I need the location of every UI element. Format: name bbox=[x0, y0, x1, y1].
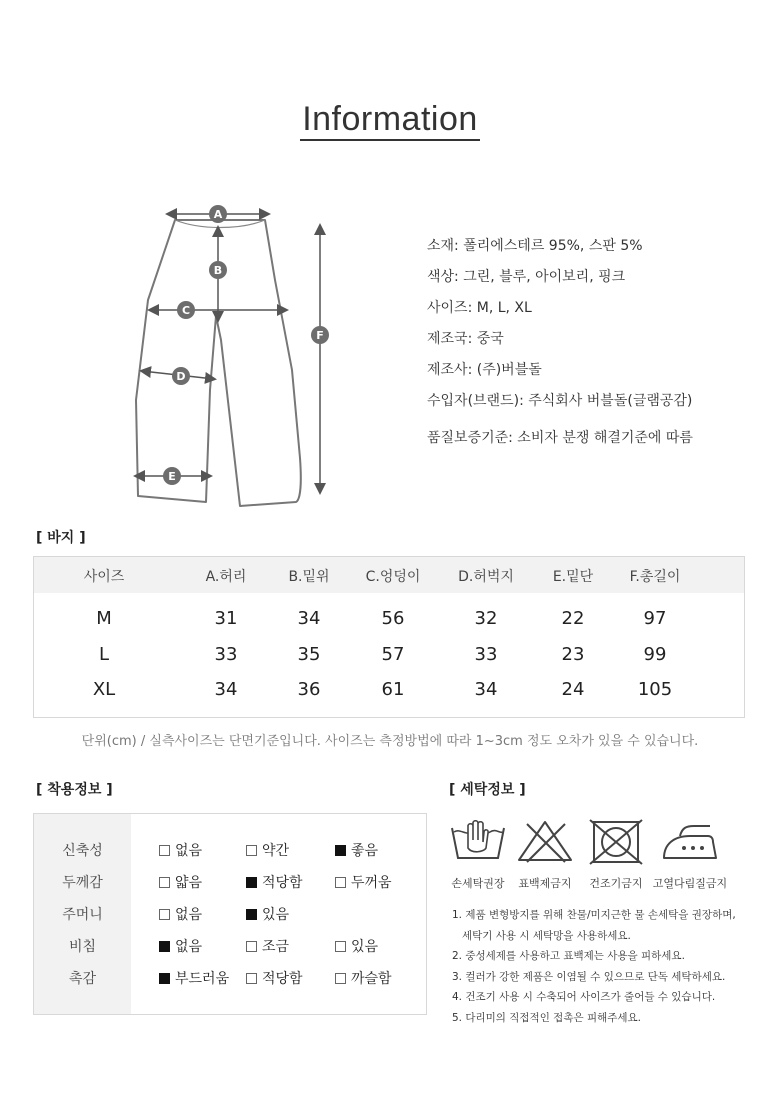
spec-manufacturer: 제조사: (주)버블돌 bbox=[427, 362, 542, 378]
page-title: Information bbox=[0, 100, 780, 139]
checkbox-checked bbox=[335, 845, 346, 856]
checkbox-checked bbox=[159, 941, 170, 952]
size-table-header bbox=[34, 557, 744, 593]
header-hem: E.밑단 bbox=[552, 569, 594, 585]
wash-note: 3. 컬러가 강한 제품은 이염될 수 있으므로 단독 세탁하세요. bbox=[452, 970, 726, 983]
checkbox bbox=[159, 877, 170, 888]
marker-c bbox=[177, 301, 195, 319]
product-specs bbox=[427, 236, 693, 459]
option-moderate: 적당함 bbox=[246, 872, 303, 892]
wear-row-pocket: 주머니 없음 있음 bbox=[34, 898, 426, 930]
option-little: 조금 bbox=[246, 936, 289, 956]
wear-section-label: [ 착용정보 ] bbox=[36, 782, 113, 798]
wear-row-texture: 촉감 부드러움 적당함 까슬함 bbox=[34, 962, 426, 994]
spec-size: 사이즈: M, L, XL bbox=[427, 300, 532, 316]
size-section-label: [ 바지 ] bbox=[36, 530, 86, 546]
checkbox bbox=[246, 973, 257, 984]
checkbox bbox=[159, 909, 170, 920]
wash-note: 1. 제품 변형방지를 위해 찬물/미지근한 물 손세탁을 권장하며, bbox=[452, 909, 736, 921]
spec-material: 소재: 폴리에스테르 95%, 스판 5% bbox=[427, 238, 643, 254]
wear-info-table bbox=[33, 813, 427, 1015]
pants-measurement-diagram bbox=[120, 190, 340, 510]
care-label-nodryer: 건조기금지 bbox=[589, 877, 643, 890]
checkbox-checked bbox=[159, 973, 170, 984]
spec-quality: 품질보증기준: 소비자 분쟁 해결기준에 따름 bbox=[427, 430, 693, 446]
svg-text:B: B bbox=[213, 264, 223, 277]
option-rough: 까슬함 bbox=[335, 968, 392, 988]
size-table: 사이즈 A.허리 B.밑위 C.엉덩이 D.허벅지 E.밑단 F.총길이 M 31 34 56 32 22 97 L 33 35 57 33 23 99 XL 34 36 61 34 24 105 bbox=[33, 556, 745, 718]
marker-a bbox=[209, 205, 227, 223]
option-slight: 약간 bbox=[246, 840, 289, 860]
no-tumble-dry-icon bbox=[586, 818, 646, 866]
option-soft: 부드러움 bbox=[159, 968, 229, 988]
svg-text:C: C bbox=[181, 304, 191, 317]
marker-d bbox=[172, 367, 190, 385]
svg-text:E: E bbox=[168, 470, 176, 483]
header-hip: C.엉덩이 bbox=[365, 569, 421, 585]
svg-text:F: F bbox=[316, 329, 324, 342]
wash-note: 2. 중성세제를 사용하고 표백제는 사용을 피하세요. bbox=[452, 950, 685, 962]
option-moderate: 적당함 bbox=[246, 968, 303, 988]
care-label-nobleach: 표백제금지 bbox=[518, 877, 572, 890]
option-yes: 있음 bbox=[246, 904, 289, 924]
care-label-noiron: 고열다림질금지 bbox=[652, 877, 728, 890]
wear-row-thickness: 두께감 얇음 적당함 두꺼움 bbox=[34, 866, 426, 898]
spec-color: 색상: 그린, 블루, 아이보리, 핑크 bbox=[427, 269, 626, 285]
checkbox bbox=[246, 845, 257, 856]
wear-row-stretch: 신축성 없음 약간 좋음 bbox=[34, 834, 426, 866]
svg-text:D: D bbox=[176, 370, 186, 383]
option-good: 좋음 bbox=[335, 840, 378, 860]
checkbox-checked bbox=[246, 909, 257, 920]
checkbox bbox=[335, 941, 346, 952]
size-note: 단위(cm) / 실측사이즈는 단면기준입니다. 사이즈는 측정방법에 따라 1~3cm 정도 오차가 있을 수 있습니다. bbox=[81, 734, 699, 749]
marker-b bbox=[209, 261, 227, 279]
option-thin: 얇음 bbox=[159, 872, 202, 892]
checkbox bbox=[246, 941, 257, 952]
checkbox bbox=[335, 877, 346, 888]
wash-note: 4. 건조기 사용 시 수축되어 사이즈가 줄어들 수 있습니다. bbox=[452, 991, 716, 1003]
hand-wash-icon bbox=[448, 818, 508, 866]
header-length: F.총길이 bbox=[629, 569, 681, 585]
option-none: 없음 bbox=[159, 904, 202, 924]
marker-e bbox=[163, 467, 181, 485]
spec-importer: 수입자(브랜드): 주식회사 버블돌(글램공감) bbox=[427, 393, 693, 409]
care-label-handwash: 손세탁권장 bbox=[451, 877, 505, 890]
marker-f bbox=[311, 326, 329, 344]
option-yes: 있음 bbox=[335, 936, 378, 956]
wear-row-sheerness: 비침 없음 조금 있음 bbox=[34, 930, 426, 962]
option-thick: 두꺼움 bbox=[335, 872, 392, 892]
header-waist: A.허리 bbox=[205, 569, 247, 585]
header-size: 사이즈 bbox=[83, 569, 125, 585]
wash-notes bbox=[452, 908, 736, 1031]
checkbox bbox=[335, 973, 346, 984]
checkbox bbox=[159, 845, 170, 856]
wash-section-label: [ 세탁정보 ] bbox=[449, 782, 526, 798]
option-none: 없음 bbox=[159, 936, 202, 956]
iron-high-icon bbox=[660, 818, 720, 866]
option-none: 없음 bbox=[159, 840, 202, 860]
header-thigh: D.허벅지 bbox=[458, 569, 514, 585]
wash-note: 5. 다리미의 직접적인 접촉은 피해주세요. bbox=[452, 1011, 641, 1024]
header-rise: B.밑위 bbox=[288, 569, 330, 585]
svg-text:A: A bbox=[213, 208, 223, 221]
wash-note: 세탁기 사용 시 세탁망을 사용하세요. bbox=[462, 929, 631, 942]
no-bleach-icon bbox=[515, 818, 575, 866]
checkbox-checked bbox=[246, 877, 257, 888]
spec-country: 제조국: 중국 bbox=[427, 331, 504, 347]
